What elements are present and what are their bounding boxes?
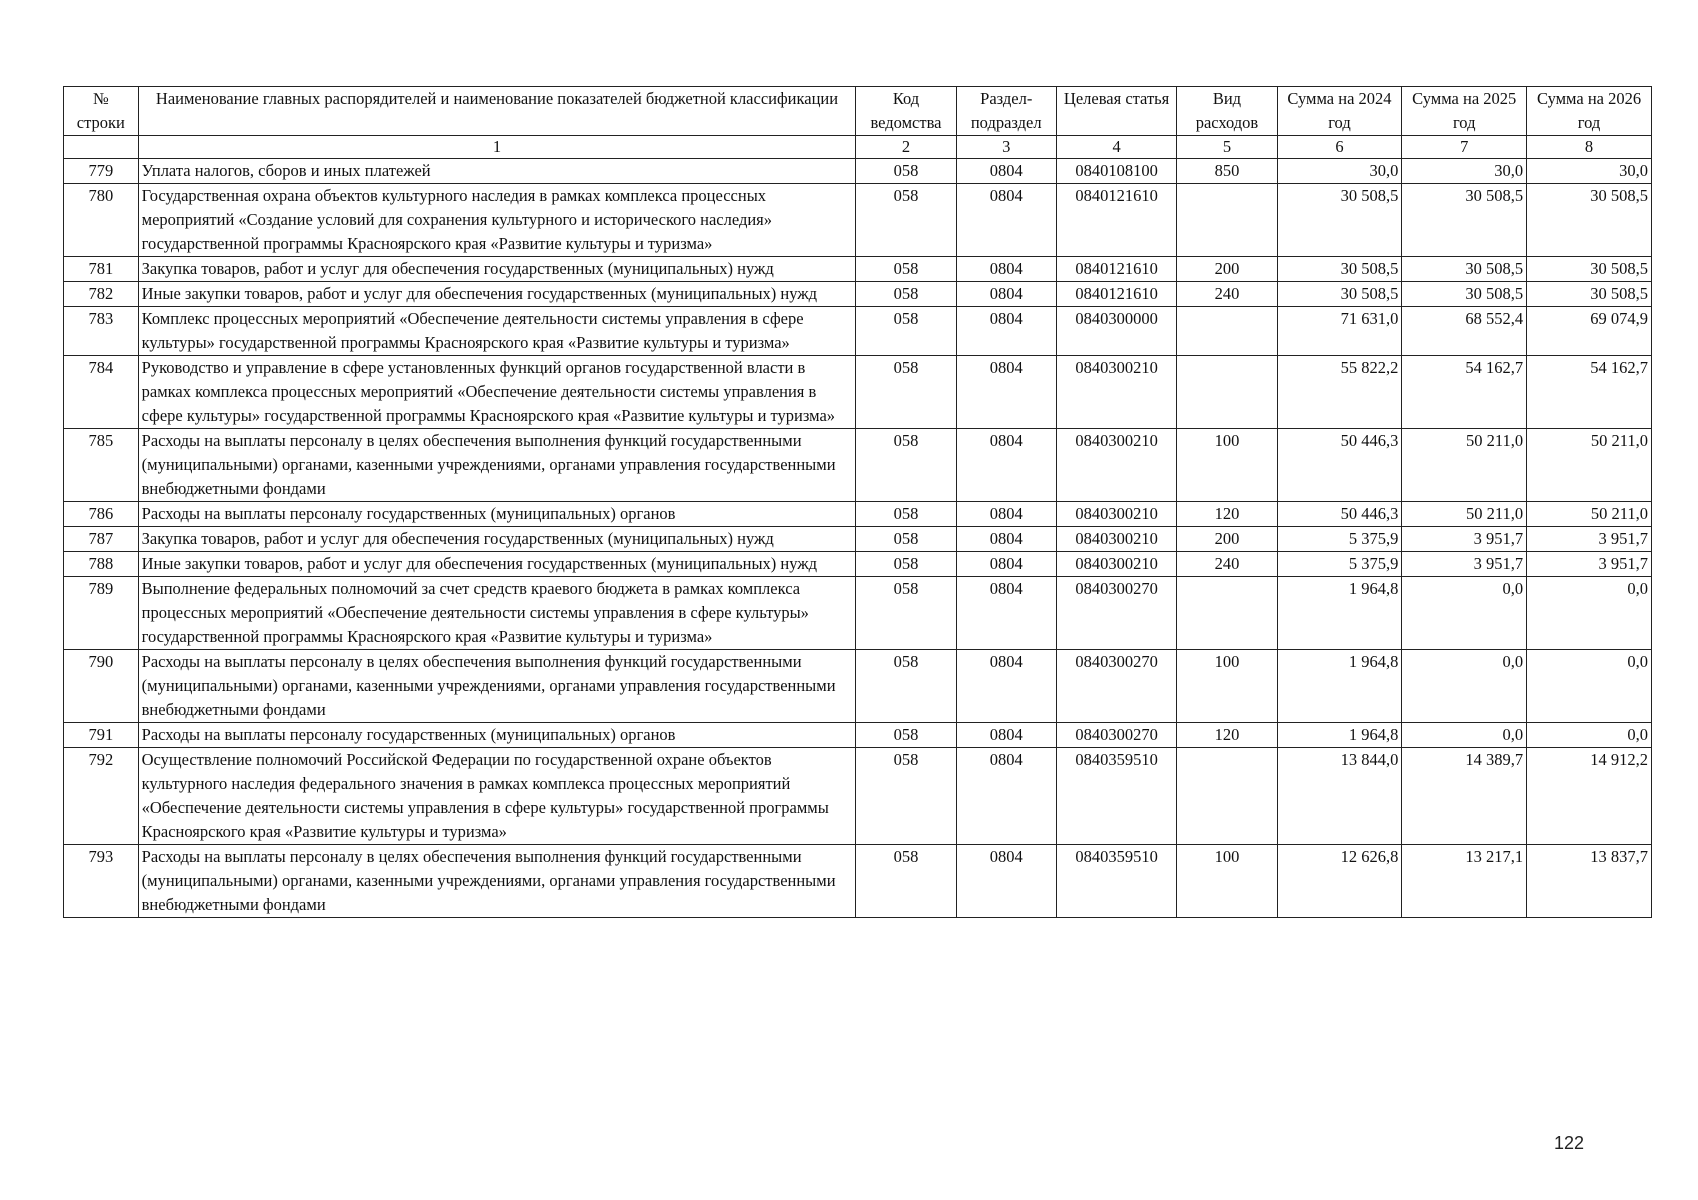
header-exp-type: Вид расходов (1177, 87, 1277, 136)
row-name: Расходы на выплаты персоналу в целях обеспечения выполнения функций государственными (муниципальными) органами, казенными учреждениями, органами управления государственными внебюджетными фондами (138, 650, 856, 723)
row-exp-type (1177, 307, 1277, 356)
row-name: Уплата налогов, сборов и иных платежей (138, 159, 856, 184)
table-row (64, 502, 1652, 527)
row-name: Закупка товаров, работ и услуг для обеспечения государственных (муниципальных) нужд (138, 527, 856, 552)
row-target: 0840359510 (1056, 845, 1177, 918)
row-number: 791 (64, 723, 139, 748)
row-number: 788 (64, 552, 139, 577)
row-sum-2026: 69 074,9 (1527, 307, 1652, 356)
row-target: 0840300270 (1056, 650, 1177, 723)
row-dept-code: 058 (856, 845, 956, 918)
row-sum-2026: 50 211,0 (1527, 502, 1652, 527)
row-sum-2026: 30,0 (1527, 159, 1652, 184)
row-section: 0804 (956, 429, 1056, 502)
row-number: 779 (64, 159, 139, 184)
row-sum-2025: 3 951,7 (1402, 552, 1527, 577)
row-name: Руководство и управление в сфере установленных функций органов государственной власти в рамках комплекса процессных мероприятий «Обеспечение деятельности системы управления в сфере культуры» государственной программы Красноярского края «Развитие культуры и туризма» (138, 356, 856, 429)
column-number (64, 136, 139, 159)
row-dept-code: 058 (856, 307, 956, 356)
row-number: 784 (64, 356, 139, 429)
header-sum-2024: Сумма на 2024 год (1277, 87, 1402, 136)
row-target: 0840359510 (1056, 748, 1177, 845)
row-section: 0804 (956, 282, 1056, 307)
row-sum-2025: 30 508,5 (1402, 257, 1527, 282)
row-section: 0804 (956, 159, 1056, 184)
column-number: 3 (956, 136, 1056, 159)
row-sum-2026: 30 508,5 (1527, 282, 1652, 307)
row-sum-2026: 0,0 (1527, 577, 1652, 650)
row-dept-code: 058 (856, 257, 956, 282)
row-target: 0840121610 (1056, 282, 1177, 307)
row-target: 0840108100 (1056, 159, 1177, 184)
row-sum-2026: 3 951,7 (1527, 527, 1652, 552)
row-dept-code: 058 (856, 429, 956, 502)
column-number: 2 (856, 136, 956, 159)
row-number: 789 (64, 577, 139, 650)
table-row (64, 356, 1652, 429)
row-number: 783 (64, 307, 139, 356)
row-exp-type: 200 (1177, 257, 1277, 282)
header-name: Наименование главных распорядителей и наименование показателей бюджетной классификации (138, 87, 856, 136)
row-exp-type: 100 (1177, 650, 1277, 723)
row-section: 0804 (956, 184, 1056, 257)
row-sum-2024: 5 375,9 (1277, 552, 1402, 577)
row-name: Государственная охрана объектов культурного наследия в рамках комплекса процессных мероприятий «Создание условий для сохранения культурного и исторического наследия» государственной программы Красноярского края «Развитие культуры и туризма» (138, 184, 856, 257)
row-number: 793 (64, 845, 139, 918)
row-sum-2026: 0,0 (1527, 650, 1652, 723)
row-name: Иные закупки товаров, работ и услуг для обеспечения государственных (муниципальных) нужд (138, 282, 856, 307)
table-row (64, 552, 1652, 577)
row-section: 0804 (956, 356, 1056, 429)
row-name: Закупка товаров, работ и услуг для обеспечения государственных (муниципальных) нужд (138, 257, 856, 282)
row-dept-code: 058 (856, 356, 956, 429)
row-target: 0840300270 (1056, 723, 1177, 748)
row-sum-2024: 5 375,9 (1277, 527, 1402, 552)
row-sum-2025: 68 552,4 (1402, 307, 1527, 356)
row-sum-2025: 3 951,7 (1402, 527, 1527, 552)
row-number: 792 (64, 748, 139, 845)
row-dept-code: 058 (856, 577, 956, 650)
row-dept-code: 058 (856, 650, 956, 723)
header-target: Целевая статья (1056, 87, 1177, 136)
row-sum-2024: 1 964,8 (1277, 650, 1402, 723)
column-number: 8 (1527, 136, 1652, 159)
row-sum-2025: 30,0 (1402, 159, 1527, 184)
row-section: 0804 (956, 650, 1056, 723)
row-exp-type: 850 (1177, 159, 1277, 184)
row-sum-2026: 30 508,5 (1527, 184, 1652, 257)
table-row (64, 184, 1652, 257)
row-sum-2025: 13 217,1 (1402, 845, 1527, 918)
column-number: 5 (1177, 136, 1277, 159)
row-sum-2026: 0,0 (1527, 723, 1652, 748)
row-exp-type: 100 (1177, 845, 1277, 918)
row-dept-code: 058 (856, 552, 956, 577)
header-row (64, 87, 1652, 136)
row-sum-2025: 50 211,0 (1402, 502, 1527, 527)
row-sum-2024: 30 508,5 (1277, 282, 1402, 307)
row-name: Осуществление полномочий Российской Федерации по государственной охране объектов культурного наследия федерального значения в рамках комплекса процессных мероприятий «Обеспечение деятельности системы управления в сфере культуры» государственной программы Красноярского края «Развитие культуры и туризма» (138, 748, 856, 845)
row-name: Комплекс процессных мероприятий «Обеспечение деятельности системы управления в сфере культуры» государственной программы Красноярского края «Развитие культуры и туризма» (138, 307, 856, 356)
row-exp-type: 240 (1177, 282, 1277, 307)
row-target: 0840300210 (1056, 356, 1177, 429)
row-number: 781 (64, 257, 139, 282)
table-row (64, 577, 1652, 650)
row-sum-2024: 30 508,5 (1277, 184, 1402, 257)
budget-table (63, 86, 1652, 918)
row-sum-2024: 71 631,0 (1277, 307, 1402, 356)
row-sum-2024: 50 446,3 (1277, 502, 1402, 527)
row-exp-type (1177, 356, 1277, 429)
row-sum-2024: 50 446,3 (1277, 429, 1402, 502)
row-target: 0840300000 (1056, 307, 1177, 356)
table-row (64, 307, 1652, 356)
row-sum-2025: 0,0 (1402, 723, 1527, 748)
table-row (64, 429, 1652, 502)
row-sum-2024: 55 822,2 (1277, 356, 1402, 429)
row-sum-2024: 1 964,8 (1277, 577, 1402, 650)
row-section: 0804 (956, 502, 1056, 527)
table-row (64, 723, 1652, 748)
row-name: Выполнение федеральных полномочий за счет средств краевого бюджета в рамках комплекса процессных мероприятий «Обеспечение деятельности системы управления в сфере культуры» государственной программы Красноярского края «Развитие культуры и туризма» (138, 577, 856, 650)
row-sum-2026: 14 912,2 (1527, 748, 1652, 845)
row-sum-2025: 30 508,5 (1402, 184, 1527, 257)
row-number: 780 (64, 184, 139, 257)
row-section: 0804 (956, 552, 1056, 577)
row-target: 0840300210 (1056, 429, 1177, 502)
row-name: Расходы на выплаты персоналу государственных (муниципальных) органов (138, 723, 856, 748)
row-target: 0840121610 (1056, 257, 1177, 282)
header-dept-code: Код ведомства (856, 87, 956, 136)
page-number: 122 (1554, 1133, 1585, 1153)
table-row (64, 845, 1652, 918)
row-sum-2025: 0,0 (1402, 577, 1527, 650)
row-sum-2024: 30,0 (1277, 159, 1402, 184)
row-sum-2024: 13 844,0 (1277, 748, 1402, 845)
row-section: 0804 (956, 257, 1056, 282)
table-row (64, 748, 1652, 845)
row-section: 0804 (956, 307, 1056, 356)
row-section: 0804 (956, 845, 1056, 918)
row-exp-type: 100 (1177, 429, 1277, 502)
table-row (64, 527, 1652, 552)
table-row (64, 159, 1652, 184)
header-row-no: № строки (64, 87, 139, 136)
row-dept-code: 058 (856, 159, 956, 184)
row-target: 0840300210 (1056, 502, 1177, 527)
column-number: 1 (138, 136, 856, 159)
column-number: 7 (1402, 136, 1527, 159)
row-exp-type (1177, 748, 1277, 845)
row-exp-type: 120 (1177, 723, 1277, 748)
table-body (64, 159, 1652, 918)
column-number: 6 (1277, 136, 1402, 159)
row-sum-2024: 1 964,8 (1277, 723, 1402, 748)
row-sum-2026: 54 162,7 (1527, 356, 1652, 429)
row-dept-code: 058 (856, 282, 956, 307)
header-sum-2026: Сумма на 2026 год (1527, 87, 1652, 136)
row-number: 782 (64, 282, 139, 307)
table-row (64, 650, 1652, 723)
row-sum-2024: 12 626,8 (1277, 845, 1402, 918)
row-number: 790 (64, 650, 139, 723)
row-exp-type: 120 (1177, 502, 1277, 527)
row-name: Расходы на выплаты персоналу в целях обеспечения выполнения функций государственными (муниципальными) органами, казенными учреждениями, органами управления государственными внебюджетными фондами (138, 429, 856, 502)
row-sum-2025: 54 162,7 (1402, 356, 1527, 429)
row-section: 0804 (956, 527, 1056, 552)
row-section: 0804 (956, 723, 1056, 748)
row-number: 785 (64, 429, 139, 502)
row-dept-code: 058 (856, 184, 956, 257)
row-dept-code: 058 (856, 527, 956, 552)
row-sum-2026: 3 951,7 (1527, 552, 1652, 577)
row-exp-type (1177, 184, 1277, 257)
header-sum-2025: Сумма на 2025 год (1402, 87, 1527, 136)
row-sum-2026: 13 837,7 (1527, 845, 1652, 918)
row-section: 0804 (956, 748, 1056, 845)
row-name: Иные закупки товаров, работ и услуг для обеспечения государственных (муниципальных) нужд (138, 552, 856, 577)
row-number: 787 (64, 527, 139, 552)
row-sum-2025: 14 389,7 (1402, 748, 1527, 845)
header-section: Раздел-подраздел (956, 87, 1056, 136)
table-row (64, 282, 1652, 307)
column-number: 4 (1056, 136, 1177, 159)
row-target: 0840300210 (1056, 552, 1177, 577)
row-sum-2026: 50 211,0 (1527, 429, 1652, 502)
row-dept-code: 058 (856, 748, 956, 845)
row-number: 786 (64, 502, 139, 527)
row-dept-code: 058 (856, 502, 956, 527)
row-name: Расходы на выплаты персоналу государственных (муниципальных) органов (138, 502, 856, 527)
row-dept-code: 058 (856, 723, 956, 748)
row-target: 0840300270 (1056, 577, 1177, 650)
row-exp-type (1177, 577, 1277, 650)
row-sum-2025: 30 508,5 (1402, 282, 1527, 307)
row-target: 0840300210 (1056, 527, 1177, 552)
row-name: Расходы на выплаты персоналу в целях обеспечения выполнения функций государственными (муниципальными) органами, казенными учреждениями, органами управления государственными внебюджетными фондами (138, 845, 856, 918)
row-sum-2025: 50 211,0 (1402, 429, 1527, 502)
row-target: 0840121610 (1056, 184, 1177, 257)
row-section: 0804 (956, 577, 1056, 650)
row-exp-type: 240 (1177, 552, 1277, 577)
column-number-row (64, 136, 1652, 159)
row-sum-2025: 0,0 (1402, 650, 1527, 723)
row-exp-type: 200 (1177, 527, 1277, 552)
row-sum-2026: 30 508,5 (1527, 257, 1652, 282)
table-row (64, 257, 1652, 282)
row-sum-2024: 30 508,5 (1277, 257, 1402, 282)
